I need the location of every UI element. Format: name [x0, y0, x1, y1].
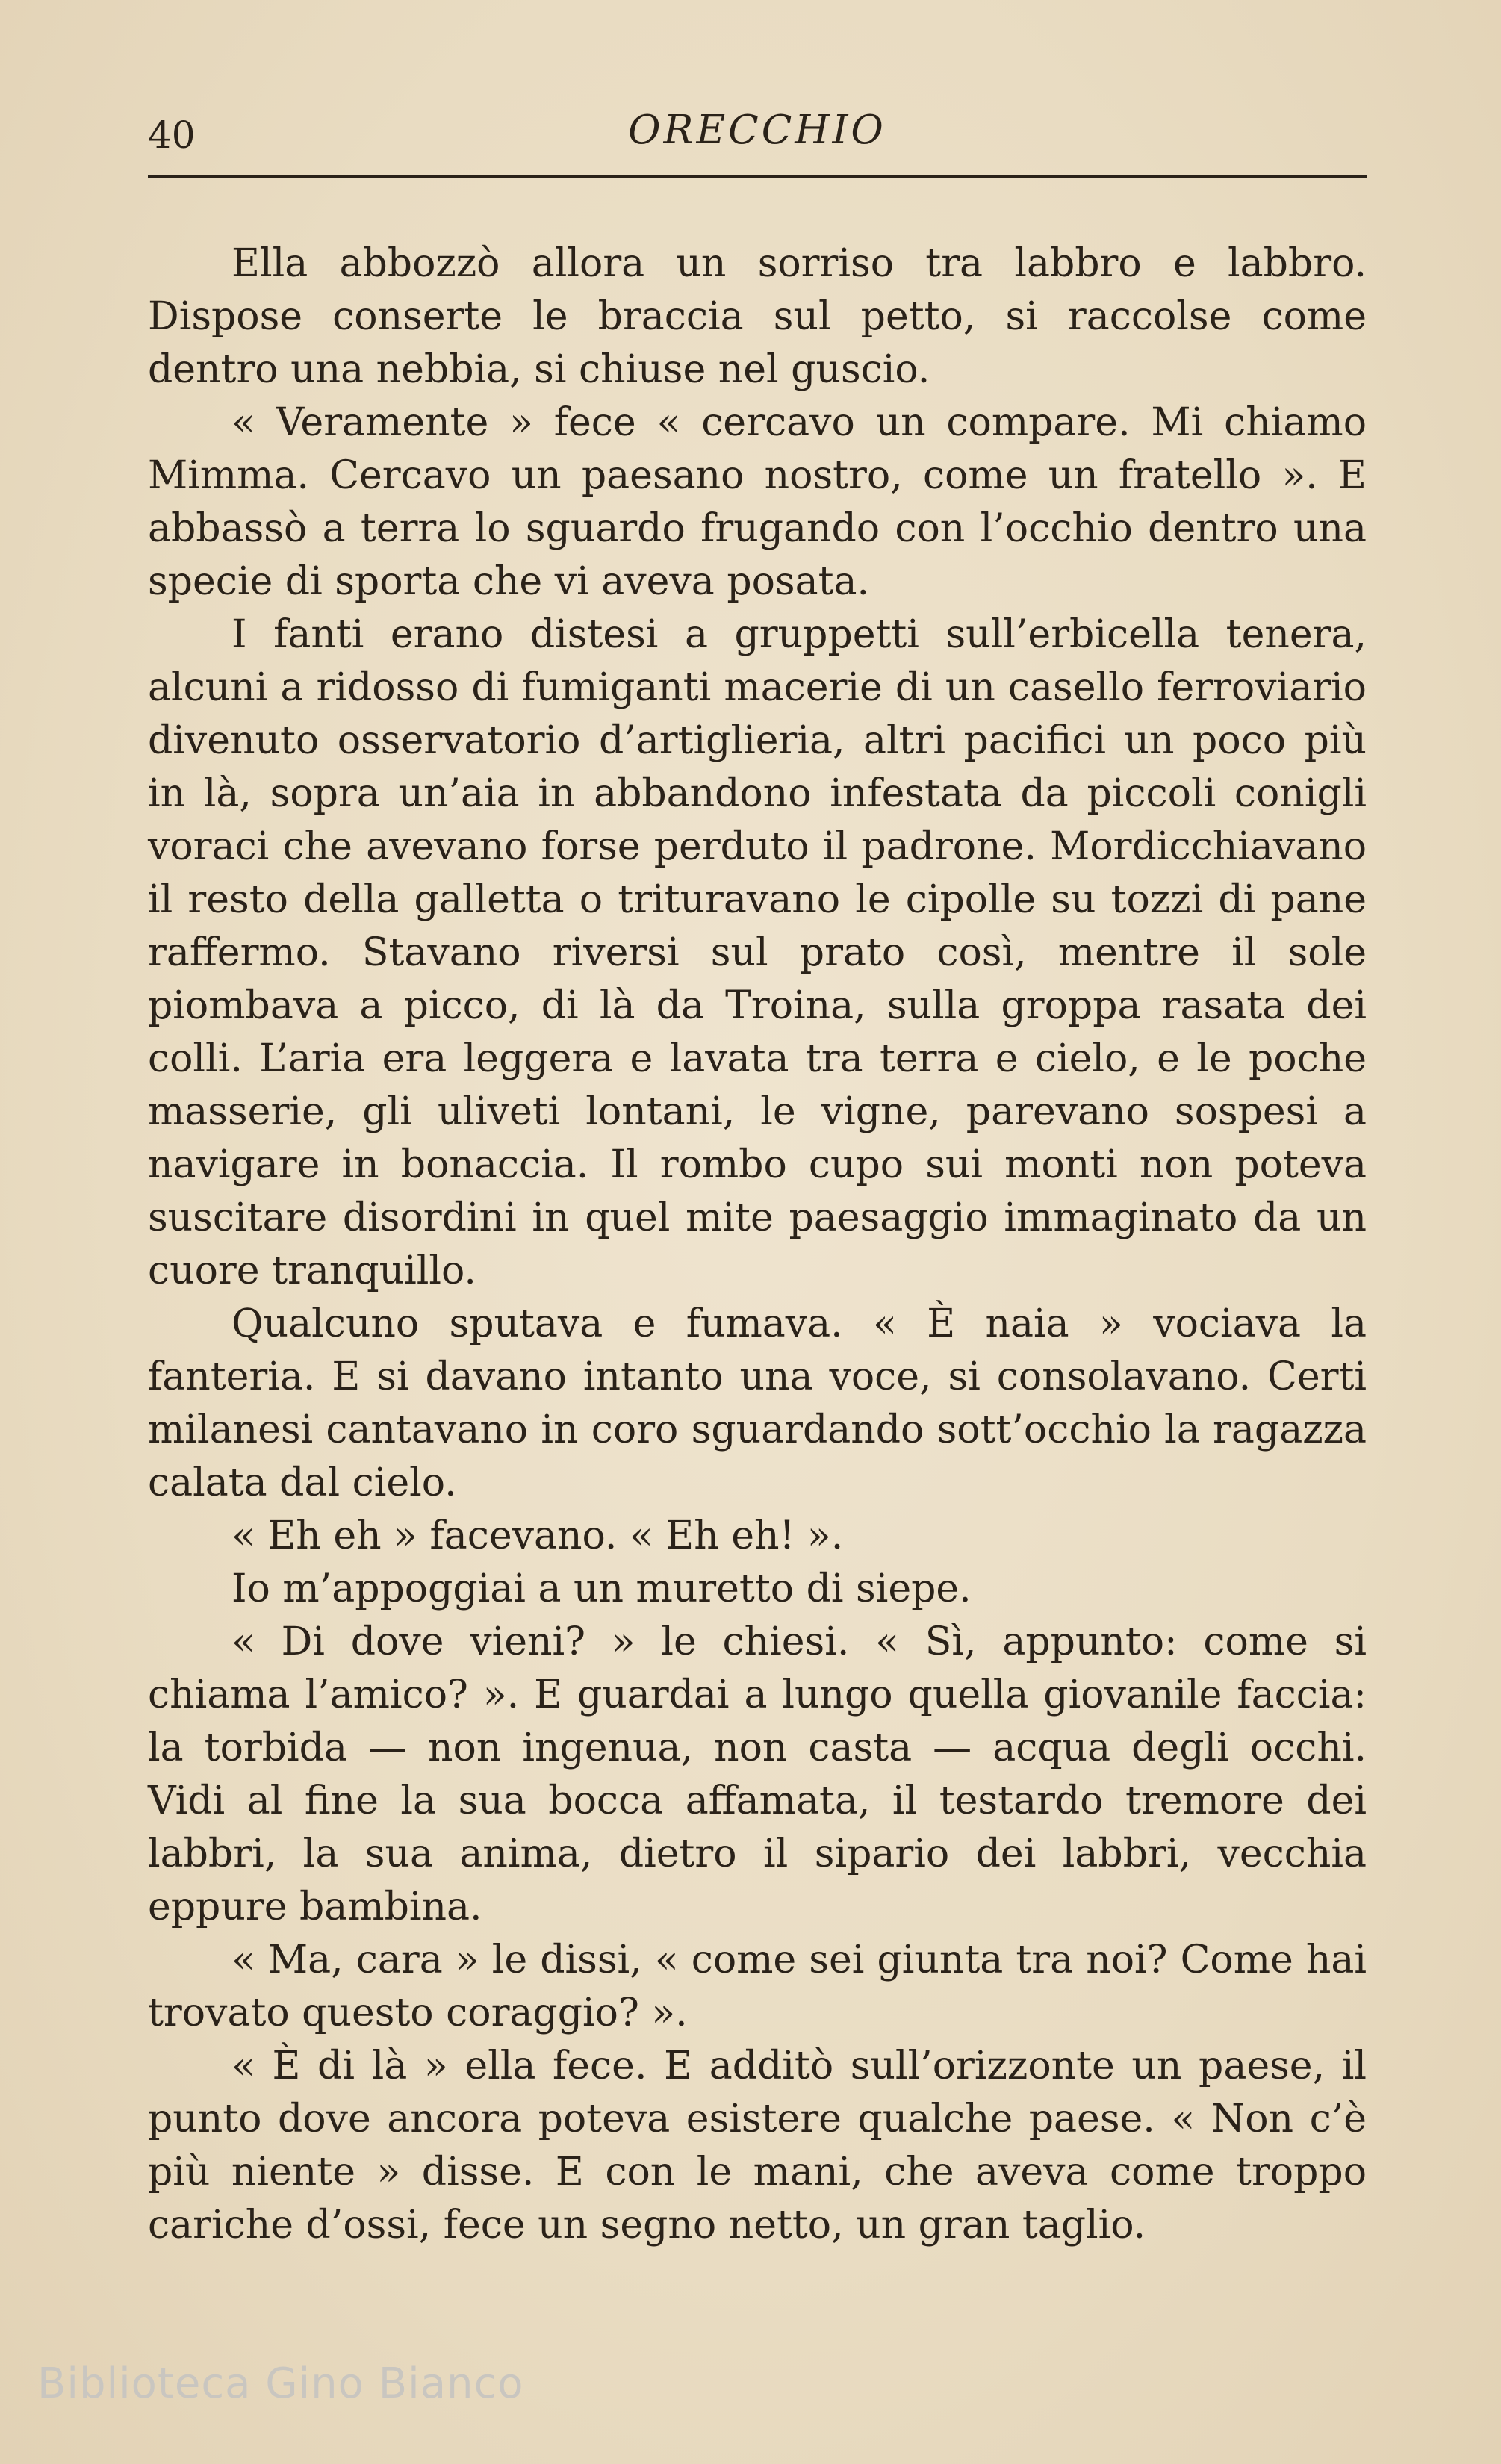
- paragraph: « Di dove vieni? » le chiesi. « Sì, appunto: come si chiama l’amico? ». E guardai a lungo quella giovanile faccia: la torbida — non ingenua, non casta — acqua degli occhi. Vidi al fine la sua bocca affamata, il testardo tremore dei labbri, la sua anima, dietro il sipario dei labbri, vecchia eppure bambina.: [148, 1620, 1367, 1929]
- paragraph: Ella abbozzò allora un sorriso tra labbro e labbro. Dispose conserte le braccia sul petto, si raccolse come dentro una nebbia, si chiuse nel guscio.: [148, 241, 1367, 392]
- paragraph: I fanti erano distesi a gruppetti sull’erbicella tenera, alcuni a ridosso di fumiganti macerie di un casello ferroviario divenuto osservatorio d’artiglieria, altri pacifici un poco più in là, sopra un’aia in abbandono infestata da piccoli conigli voraci che avevano forse perduto il padrone. Mordicchiavano il resto della galletta o trituravano le cipolle su tozzi di pane raffermo. Stavano riversi sul prato così, mentre il sole piombava a picco, di là da Troina, sulla groppa rasata dei colli. L’aria era leggera e lavata tra terra e cielo, e le poche masserie, gli uliveti lontani, le vigne, parevano sospesi a navigare in bonaccia. Il rombo cupo sui monti non poteva suscitare disordini in quel mite paesaggio immaginato da un cuore tranquillo.: [148, 612, 1367, 1293]
- running-title: ORECCHIO: [628, 108, 886, 153]
- header-rule: [148, 175, 1367, 178]
- body-text: [148, 237, 1367, 2252]
- paragraph: « È di là » ella fece. E additò sull’orizzonte un paese, il punto dove ancora poteva esistere qualche paese. « Non c’è più niente » disse. E con le mani, che aveva come troppo cariche d’ossi, fece un segno netto, un gran taglio.: [148, 2044, 1367, 2247]
- page-header: [148, 103, 1367, 181]
- paragraph: « Eh eh » facevano. « Eh eh! ».: [231, 1513, 844, 1558]
- paragraph: Io m’appoggiai a un muretto di siepe.: [231, 1567, 972, 1611]
- paragraph: Qualcuno sputava e fumava. « È naia » vociava la fanteria. E si davano intanto una voce, si consolavano. Certi milanesi cantavano in coro sguardando sott’occhio la ragazza calata dal cielo.: [148, 1301, 1367, 1505]
- paragraph: « Ma, cara » le dissi, « come sei giunta tra noi? Come hai trovato questo coraggio? ».: [148, 1938, 1367, 2035]
- paragraph: « Veramente » fece « cercavo un compare. Mi chiamo Mimma. Cercavo un paesano nostro, come un fratello ». E abbassò a terra lo sguardo frugando con l’occhio dentro una specie di sporta che vi aveva posata.: [148, 400, 1367, 604]
- page-number: 40: [148, 113, 196, 157]
- library-watermark: Biblioteca Gino Bianco: [37, 2359, 524, 2408]
